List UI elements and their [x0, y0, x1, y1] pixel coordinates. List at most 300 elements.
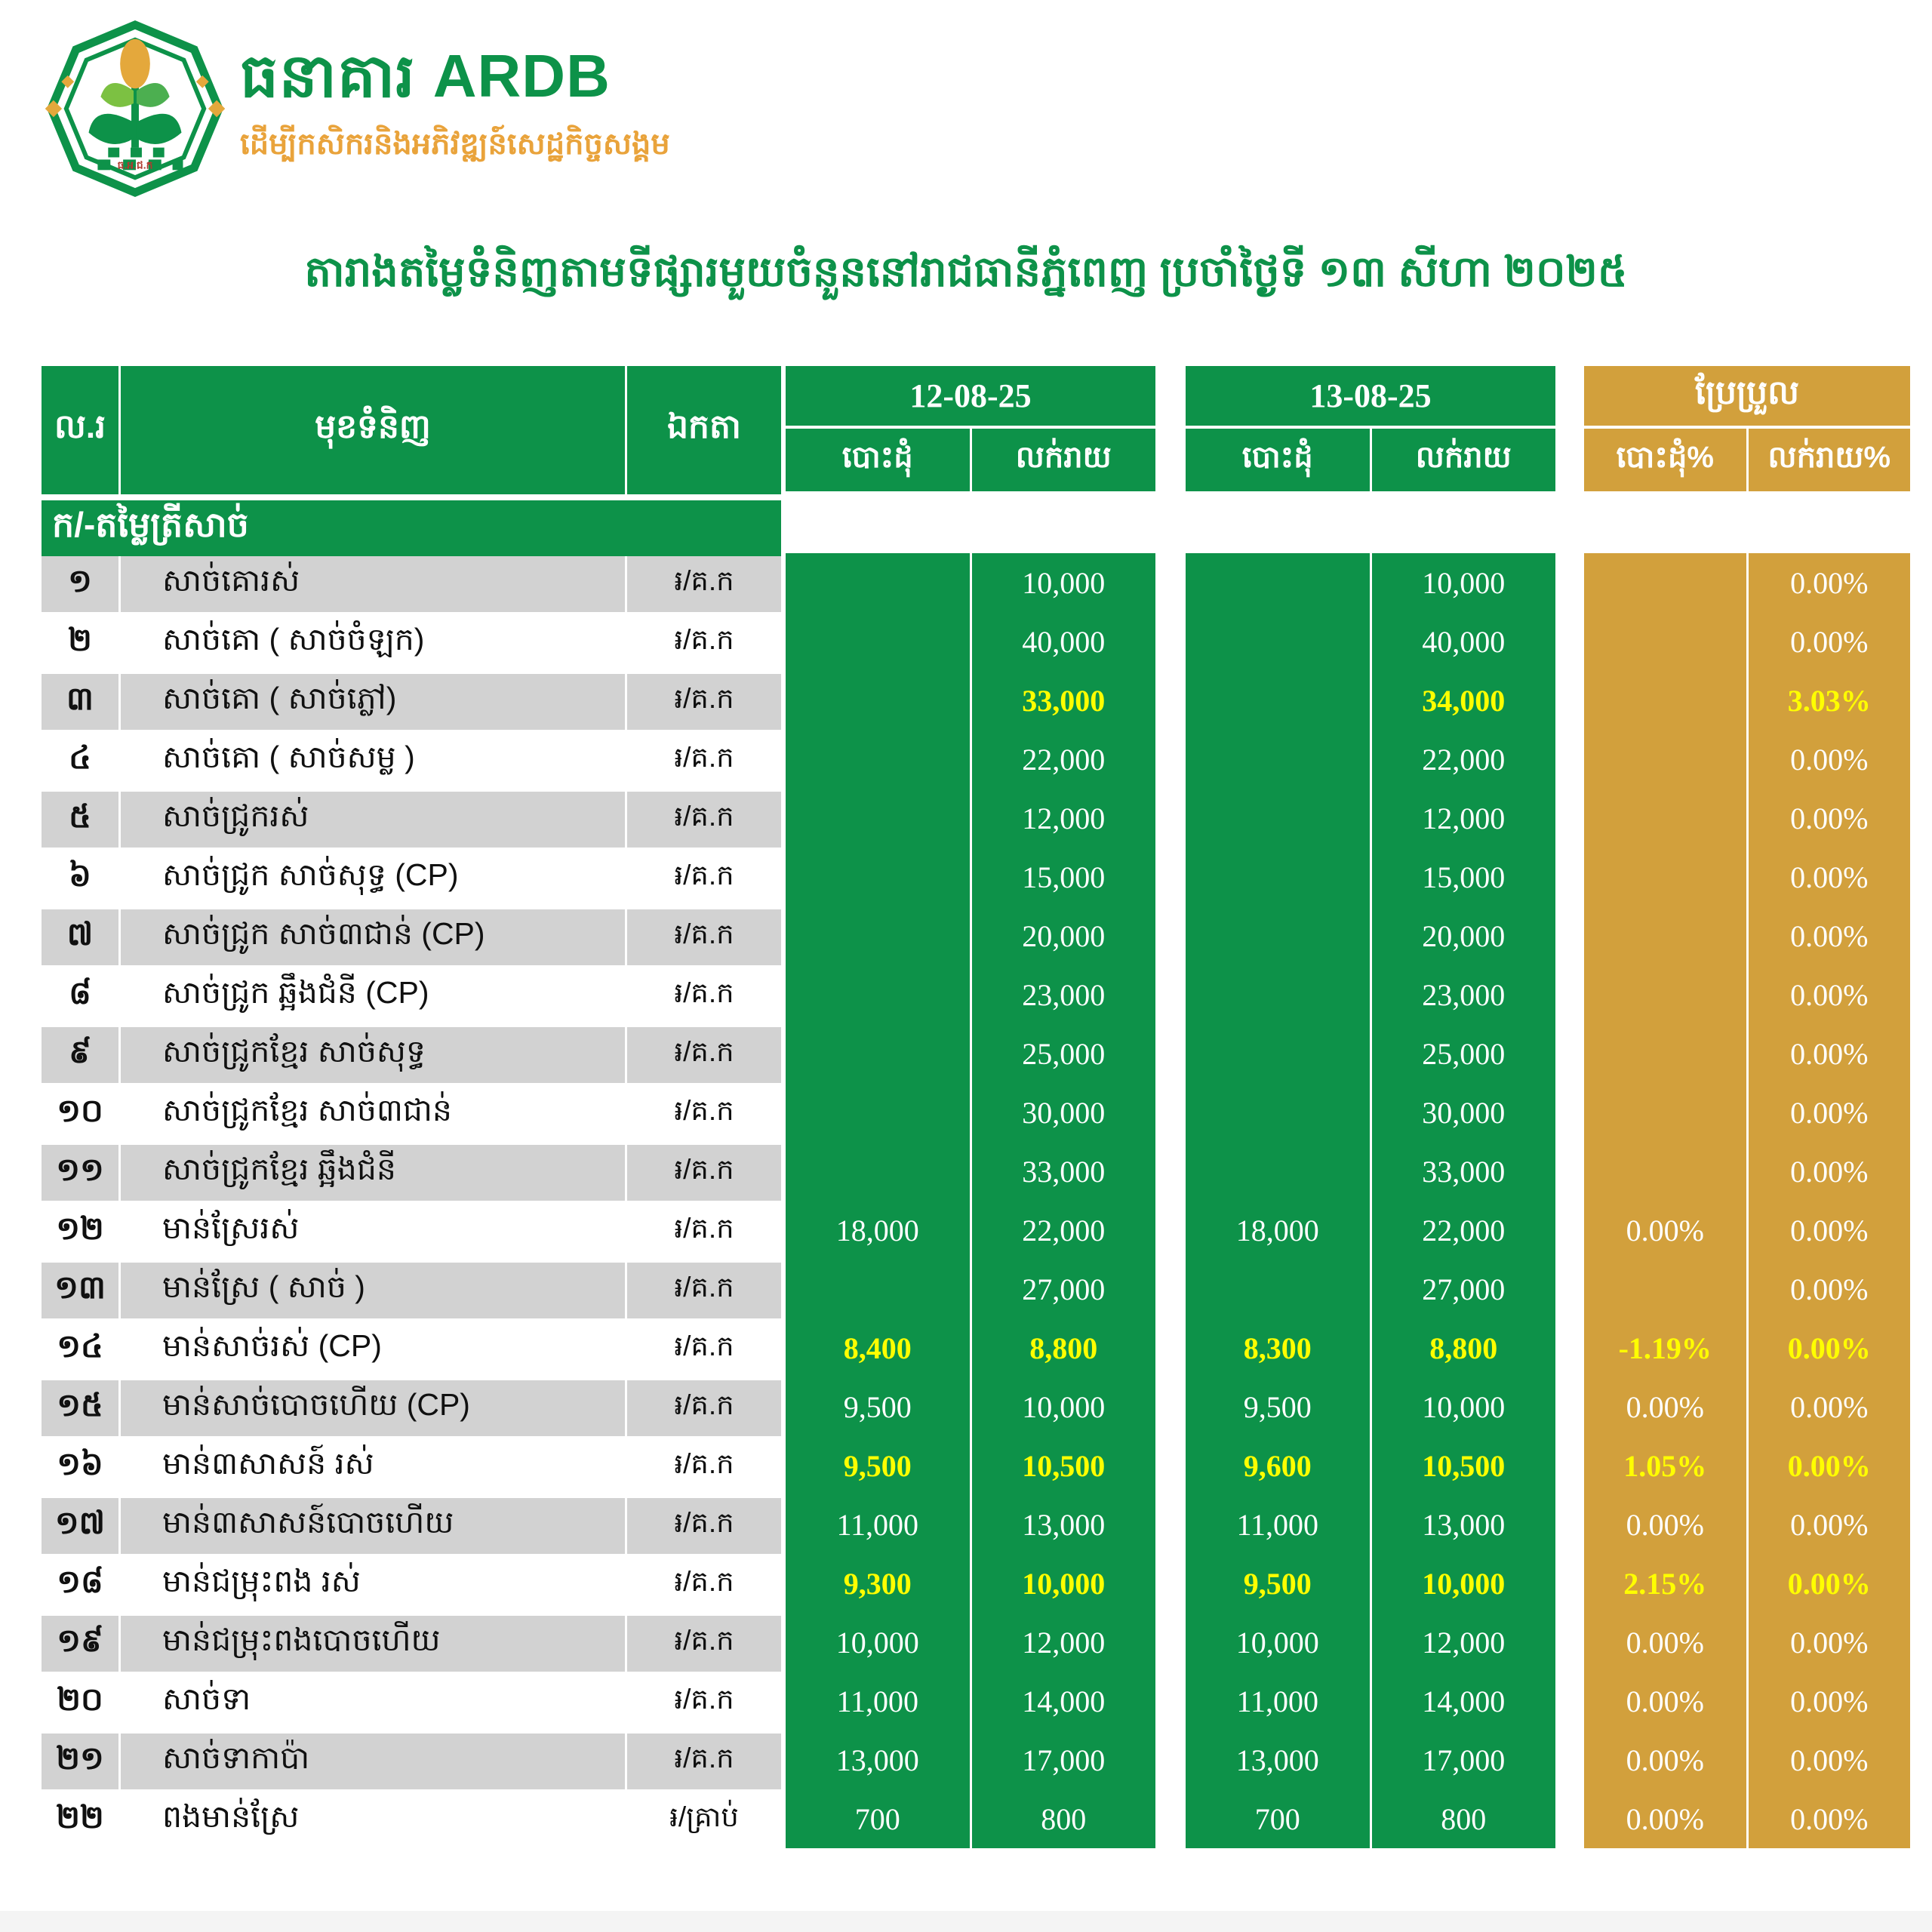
table-row: [42, 1263, 781, 1321]
row-number: ១១: [42, 1145, 121, 1201]
unit-label: ៛/គ.ក: [674, 1743, 734, 1774]
value-row: [1186, 671, 1555, 730]
wholesale-change-pct: [1584, 789, 1749, 848]
value-row: [1186, 965, 1555, 1024]
retail-change-pct: 0.00%: [1790, 1213, 1869, 1247]
wholesale-change-pct: 0.00%: [1584, 1613, 1749, 1672]
value-row: [786, 1730, 1155, 1789]
retail-change-pct: 0.00%: [1790, 742, 1869, 777]
wholesale-value-13: 10,000: [1186, 1613, 1372, 1672]
value-row: [1584, 612, 1910, 671]
unit-label: ៛/គ.ក: [674, 742, 734, 773]
value-row: [1584, 906, 1910, 965]
retail-value-13: 10,000: [1422, 1389, 1506, 1424]
table-row: [42, 1204, 781, 1263]
value-row: [786, 1318, 1155, 1377]
retail-value-13: 40,000: [1422, 624, 1506, 659]
unit-label: ៛/គ.ក: [674, 683, 734, 714]
wholesale-change-pct: [1584, 848, 1749, 906]
wholesale-value-12: 11,000: [786, 1672, 972, 1730]
value-row: [1584, 671, 1910, 730]
value-row: [786, 1789, 1155, 1848]
wholesale-value-13: [1186, 906, 1372, 965]
wholesale-value-13: [1186, 1083, 1372, 1142]
wholesale-change-pct: [1584, 730, 1749, 789]
col-header-no: ល.រ: [42, 366, 121, 494]
wholesale-value-12: 11,000: [786, 1495, 972, 1554]
value-row: [1584, 848, 1910, 906]
table-row: [42, 1675, 781, 1734]
date2-header: 13-08-25: [1186, 366, 1555, 429]
retail-value-12: 25,000: [1022, 1036, 1106, 1071]
wholesale-change-pct: [1584, 553, 1749, 612]
wholesale-change-pct: [1584, 671, 1749, 730]
row-number: ១៦: [42, 1439, 121, 1495]
wholesale-value-12: [786, 671, 972, 730]
change-subheader: [1584, 429, 1910, 491]
retail-change-pct: 0.00%: [1790, 801, 1869, 835]
item-name: សាច់គោ ( សាច់ចំឡក): [121, 615, 627, 671]
item-name: មាន់៣សាសន៍បោចហើយ: [121, 1498, 627, 1554]
retail-value-12: 14,000: [1022, 1684, 1106, 1718]
retail-value-13: 15,000: [1422, 860, 1506, 894]
retail-value-12: 23,000: [1022, 977, 1106, 1012]
item-name: មាន់សាច់រស់ (CP): [121, 1321, 627, 1377]
value-row: [1186, 848, 1555, 906]
wholesale-change-pct: -1.19%: [1584, 1318, 1749, 1377]
col-header-unit: ឯកតា: [667, 408, 741, 445]
table-row: [42, 1792, 781, 1851]
wholesale-value-13: 9,600: [1186, 1436, 1372, 1495]
table-row: [42, 674, 781, 733]
retail-value-13: 23,000: [1422, 977, 1506, 1012]
retail-value-12: 10,500: [1022, 1448, 1106, 1483]
wholesale-value-13: [1186, 671, 1372, 730]
value-row: [786, 906, 1155, 965]
row-number: ១៨: [42, 1557, 121, 1613]
wholesale-change-pct: 0.00%: [1584, 1201, 1749, 1260]
wholesale-value-13: 11,000: [1186, 1672, 1372, 1730]
unit-label: ៛/គ.ក: [674, 1684, 734, 1715]
retail-value-13: 800: [1441, 1801, 1487, 1836]
value-row: [786, 1260, 1155, 1318]
wholesale-value-12: [786, 553, 972, 612]
wholesale-value-13: [1186, 612, 1372, 671]
wholesale-change-pct: 1.05%: [1584, 1436, 1749, 1495]
table-row: [42, 615, 781, 674]
value-row: [1186, 1201, 1555, 1260]
change-header: ប្រែប្រួល: [1584, 366, 1910, 429]
value-row: [1186, 1613, 1555, 1672]
wholesale-value-12: [786, 612, 972, 671]
value-row: [1584, 1613, 1910, 1672]
value-row: [786, 553, 1155, 612]
value-row: [1186, 1436, 1555, 1495]
row-number: ១២: [42, 1204, 121, 1260]
value-row: [1584, 1318, 1910, 1377]
wholesale-value-12: [786, 848, 972, 906]
item-name: សាច់ជ្រូកខ្មែរ សាច់សុទ្ធ: [121, 1027, 627, 1083]
retail-change-pct: 0.00%: [1790, 1389, 1869, 1424]
unit-label: ៛/គ.ក: [674, 1389, 734, 1420]
retail-value-13: 13,000: [1422, 1507, 1506, 1542]
unit-label: ៛/គ.ក: [674, 565, 734, 596]
value-row: [1186, 1495, 1555, 1554]
wholesale-value-12: [786, 1083, 972, 1142]
change-wholesale-header: បោះដុំ%: [1584, 429, 1749, 491]
retail-value-13: 14,000: [1422, 1684, 1506, 1718]
row-number: ៦: [42, 851, 121, 906]
retail-value-12: 40,000: [1022, 624, 1106, 659]
wholesale-value-12: [786, 1142, 972, 1201]
value-row: [1186, 1142, 1555, 1201]
retail-value-12: 20,000: [1022, 918, 1106, 953]
change-panel: [1584, 366, 1910, 1851]
value-row: [786, 1024, 1155, 1083]
wholesale-value-12: 700: [786, 1789, 972, 1848]
change-retail-header: លក់រាយ%: [1767, 441, 1891, 474]
value-row: [1584, 1730, 1910, 1789]
value-row: [1186, 1083, 1555, 1142]
items-panel: [42, 366, 781, 1851]
row-number: ២០: [42, 1675, 121, 1730]
price-table: [42, 366, 1910, 1851]
retail-change-pct: 0.00%: [1790, 1743, 1869, 1777]
table-row: [42, 733, 781, 792]
value-row: [786, 612, 1155, 671]
value-row: [1584, 730, 1910, 789]
col-header-item: មុខទំនិញ: [121, 366, 627, 494]
wholesale-value-12: [786, 1024, 972, 1083]
retail-value-12: 30,000: [1022, 1095, 1106, 1130]
retail-change-pct: 0.00%: [1790, 624, 1869, 659]
wholesale-value-12: [786, 906, 972, 965]
unit-label: ៛/គ្រាប់: [669, 1801, 739, 1832]
retail-value-12: 10,000: [1022, 565, 1106, 600]
retail-value-13: 12,000: [1422, 1625, 1506, 1660]
item-name: សាច់ជ្រូក សាច់៣ជាន់ (CP): [121, 909, 627, 965]
retail-value-13: 30,000: [1422, 1095, 1506, 1130]
retail-change-pct: 0.00%: [1790, 565, 1869, 600]
value-row: [1186, 1260, 1555, 1318]
value-row: [1186, 730, 1555, 789]
wholesale-change-pct: [1584, 965, 1749, 1024]
value-row: [1584, 1142, 1910, 1201]
value-row: [1186, 1789, 1555, 1848]
row-number: ២១: [42, 1734, 121, 1789]
wholesale-value-13: 13,000: [1186, 1730, 1372, 1789]
wholesale-change-pct: [1584, 1083, 1749, 1142]
wholesale-value-13: 11,000: [1186, 1495, 1372, 1554]
retail-value-13: 17,000: [1422, 1743, 1506, 1777]
retail-change-pct: 0.00%: [1787, 1448, 1871, 1483]
value-row: [1186, 789, 1555, 848]
retail-value-13: 25,000: [1422, 1036, 1506, 1071]
wholesale-value-12: 8,400: [786, 1318, 972, 1377]
row-number: ៤: [42, 733, 121, 789]
wholesale-value-13: [1186, 1024, 1372, 1083]
wholesale-change-pct: [1584, 612, 1749, 671]
value-row: [1584, 1789, 1910, 1848]
item-name: មាន់ជម្រុះពង រស់: [121, 1557, 627, 1613]
table-row: [42, 556, 781, 615]
wholesale-value-13: [1186, 1142, 1372, 1201]
table-row: [42, 909, 781, 968]
value-row: [1186, 1730, 1555, 1789]
row-number: ១០: [42, 1086, 121, 1142]
retail-value-12: 8,800: [1029, 1331, 1098, 1365]
wholesale-change-pct: [1584, 906, 1749, 965]
items-rows: [42, 556, 781, 1851]
retail-change-pct: 0.00%: [1787, 1566, 1871, 1601]
value-row: [1584, 553, 1910, 612]
wholesale-change-pct: [1584, 1024, 1749, 1083]
retail-value-13: 12,000: [1422, 801, 1506, 835]
retail-value-12: 15,000: [1022, 860, 1106, 894]
wholesale-value-12: 9,500: [786, 1436, 972, 1495]
retail-value-13: 10,500: [1422, 1448, 1506, 1483]
item-name: មាន់៣សាសន៍ រស់: [121, 1439, 627, 1495]
wholesale-value-13: [1186, 848, 1372, 906]
table-row: [42, 1321, 781, 1380]
table-row: [42, 1734, 781, 1792]
wholesale-value-12: 9,300: [786, 1554, 972, 1613]
change-values: [1584, 553, 1910, 1848]
row-number: ២២: [42, 1792, 121, 1848]
value-row: [786, 848, 1155, 906]
value-row: [1584, 1436, 1910, 1495]
value-row: [1186, 906, 1555, 965]
wholesale-change-pct: 0.00%: [1584, 1377, 1749, 1436]
wholesale-change-pct: 0.00%: [1584, 1730, 1749, 1789]
item-name: សាច់គោ ( សាច់ភ្លៅ): [121, 674, 627, 730]
table-row: [42, 1145, 781, 1204]
table-row: [42, 1439, 781, 1498]
date1-subheader: [786, 429, 1155, 491]
value-row: [1186, 1672, 1555, 1730]
retail-value-13: 8,800: [1429, 1331, 1498, 1365]
table-row: [42, 1027, 781, 1086]
date2-values: [1186, 553, 1555, 1848]
wholesale-value-13: [1186, 789, 1372, 848]
retail-change-pct: 0.00%: [1790, 1801, 1869, 1836]
row-number: ១៩: [42, 1616, 121, 1672]
unit-label: ៛/គ.ក: [674, 1331, 734, 1361]
unit-label: ៛/គ.ក: [674, 1272, 734, 1303]
unit-label: ៛/គ.ក: [674, 977, 734, 1008]
wholesale-value-13: 18,000: [1186, 1201, 1372, 1260]
wholesale-change-pct: [1584, 1142, 1749, 1201]
retail-value-13: 22,000: [1422, 1213, 1506, 1247]
retail-value-13: 22,000: [1422, 742, 1506, 777]
value-row: [786, 1436, 1155, 1495]
date2-wholesale-header: បោះដុំ: [1186, 429, 1372, 491]
item-name: សាច់គោ ( សាច់សម្ល ): [121, 733, 627, 789]
wholesale-value-12: [786, 965, 972, 1024]
value-row: [786, 671, 1155, 730]
unit-label: ៛/គ.ក: [674, 860, 734, 891]
wholesale-change-pct: 0.00%: [1584, 1672, 1749, 1730]
value-row: [786, 1554, 1155, 1613]
retail-change-pct: 0.00%: [1790, 1154, 1869, 1189]
retail-value-13: 10,000: [1422, 565, 1506, 600]
unit-label: ៛/គ.ក: [674, 1507, 734, 1538]
retail-value-12: 33,000: [1022, 683, 1106, 718]
wholesale-value-13: 700: [1186, 1789, 1372, 1848]
unit-label: ៛/គ.ក: [674, 1036, 734, 1067]
wholesale-value-13: 8,300: [1186, 1318, 1372, 1377]
table-row: [42, 1616, 781, 1675]
retail-value-13: 27,000: [1422, 1272, 1506, 1306]
item-name: មាន់ស្រែរស់: [121, 1204, 627, 1260]
retail-value-12: 22,000: [1022, 1213, 1106, 1247]
value-row: [1186, 553, 1555, 612]
value-row: [1584, 1377, 1910, 1436]
value-row: [786, 1142, 1155, 1201]
retail-value-13: 34,000: [1422, 683, 1506, 718]
date1-panel: [786, 366, 1155, 1851]
value-row: [1584, 965, 1910, 1024]
bottom-band: [0, 1911, 1932, 1932]
row-number: ១៧: [42, 1498, 121, 1554]
date1-retail-header: លក់រាយ: [1015, 441, 1112, 474]
item-name: មាន់ស្រែ ( សាច់ ): [121, 1263, 627, 1318]
row-number: ៨: [42, 968, 121, 1024]
table-row: [42, 1557, 781, 1616]
table-row: [42, 1086, 781, 1145]
wholesale-value-12: 9,500: [786, 1377, 972, 1436]
item-name: សាច់ជ្រូក ឆ្អឹងជំនី (CP): [121, 968, 627, 1024]
page-title: តារាងតម្លៃទំនិញតាមទីផ្សារមួយចំនួននៅរាជធានីភ្នំពេញ ប្រចាំថ្ងៃទី ១៣ សីហា ២០២៥: [304, 248, 1628, 295]
row-number: ៣: [42, 674, 121, 730]
wholesale-value-13: 9,500: [1186, 1377, 1372, 1436]
item-name: សាច់ជ្រូករស់: [121, 792, 627, 848]
retail-change-pct: 0.00%: [1790, 1095, 1869, 1130]
row-number: ១៤: [42, 1321, 121, 1377]
brand-tagline: ដើម្បីកសិករនិងអភិវឌ្ឍន៍សេដ្ឋកិច្ចសង្គម: [240, 128, 670, 161]
value-row: [786, 730, 1155, 789]
retail-value-12: 12,000: [1022, 1625, 1106, 1660]
value-row: [1584, 1554, 1910, 1613]
date2-subheader: [1186, 429, 1555, 491]
value-row: [1584, 1260, 1910, 1318]
retail-value-13: 10,000: [1422, 1566, 1506, 1601]
retail-change-pct: 0.00%: [1790, 860, 1869, 894]
row-number: ៥: [42, 792, 121, 848]
row-number: ១៣: [42, 1263, 121, 1318]
retail-value-12: 33,000: [1022, 1154, 1106, 1189]
retail-value-12: 12,000: [1022, 801, 1106, 835]
ardb-logo-icon: [45, 19, 225, 198]
table-row: [42, 792, 781, 851]
date1-wholesale-header: បោះដុំ: [786, 429, 972, 491]
retail-value-12: 17,000: [1022, 1743, 1106, 1777]
value-row: [786, 1201, 1155, 1260]
row-number: ៧: [42, 909, 121, 965]
unit-label: ៛/គ.ក: [674, 1213, 734, 1244]
value-row: [786, 789, 1155, 848]
item-name: សាច់ជ្រូកខ្មែរ ឆ្អឹងជំនី: [121, 1145, 627, 1201]
date1-header: 12-08-25: [786, 366, 1155, 429]
value-row: [1186, 612, 1555, 671]
value-row: [1584, 789, 1910, 848]
wholesale-value-13: [1186, 1260, 1372, 1318]
items-panel-header: [42, 366, 781, 494]
row-number: ៩: [42, 1027, 121, 1083]
value-row: [786, 1613, 1155, 1672]
retail-change-pct: 0.00%: [1790, 1684, 1869, 1718]
row-number: ២: [42, 615, 121, 671]
item-name: ពងមាន់ស្រែ: [121, 1792, 627, 1848]
emblem-abbr-text: ធ.អ.ជ.ក: [117, 158, 153, 171]
unit-label: ៛/គ.ក: [674, 801, 734, 832]
unit-label: ៛/គ.ក: [674, 624, 734, 655]
wholesale-change-pct: 0.00%: [1584, 1495, 1749, 1554]
value-row: [786, 1083, 1155, 1142]
wholesale-change-pct: [1584, 1260, 1749, 1318]
item-name: មាន់សាច់បោចហើយ (CP): [121, 1380, 627, 1436]
unit-label: ៛/គ.ក: [674, 1154, 734, 1185]
value-row: [1186, 1024, 1555, 1083]
retail-change-pct: 3.03%: [1787, 683, 1871, 718]
value-row: [786, 1672, 1155, 1730]
wholesale-value-12: 18,000: [786, 1201, 972, 1260]
unit-label: ៛/គ.ក: [674, 1448, 734, 1479]
value-row: [1584, 1083, 1910, 1142]
date2-retail-header: លក់រាយ: [1415, 441, 1512, 474]
retail-change-pct: 0.00%: [1790, 977, 1869, 1012]
retail-value-12: 13,000: [1022, 1507, 1106, 1542]
wholesale-change-pct: 2.15%: [1584, 1554, 1749, 1613]
wholesale-value-13: 9,500: [1186, 1554, 1372, 1613]
brand-name: ធនាគារ ARDB: [240, 42, 611, 109]
row-number: ១៥: [42, 1380, 121, 1436]
wholesale-value-12: [786, 730, 972, 789]
value-row: [786, 1495, 1155, 1554]
unit-label: ៛/គ.ក: [674, 918, 734, 949]
wholesale-value-12: [786, 789, 972, 848]
value-row: [786, 1377, 1155, 1436]
wholesale-value-12: 10,000: [786, 1613, 972, 1672]
wholesale-change-pct: 0.00%: [1584, 1789, 1749, 1848]
row-number: ១: [42, 556, 121, 612]
item-name: សាច់ទា: [121, 1675, 627, 1730]
value-row: [1186, 1377, 1555, 1436]
retail-value-13: 33,000: [1422, 1154, 1506, 1189]
item-name: សាច់ជ្រូក សាច់សុទ្ធ (CP): [121, 851, 627, 906]
item-name: សាច់ជ្រូកខ្មែរ សាច់៣ជាន់: [121, 1086, 627, 1142]
retail-change-pct: 0.00%: [1787, 1331, 1871, 1365]
unit-label: ៛/គ.ក: [674, 1566, 734, 1597]
retail-value-12: 22,000: [1022, 742, 1106, 777]
wholesale-value-13: [1186, 965, 1372, 1024]
table-row: [42, 1498, 781, 1557]
item-name: សាច់ទាកាប៉ា: [121, 1734, 627, 1789]
retail-value-12: 10,000: [1022, 1389, 1106, 1424]
item-name: សាច់គោរស់: [121, 556, 627, 612]
retail-value-12: 10,000: [1022, 1566, 1106, 1601]
retail-change-pct: 0.00%: [1790, 1507, 1869, 1542]
unit-label: ៛/គ.ក: [674, 1625, 734, 1656]
value-row: [1186, 1318, 1555, 1377]
retail-change-pct: 0.00%: [1790, 1272, 1869, 1306]
retail-change-pct: 0.00%: [1790, 918, 1869, 953]
value-row: [1584, 1672, 1910, 1730]
table-row: [42, 968, 781, 1027]
retail-value-12: 27,000: [1022, 1272, 1106, 1306]
section-header: ក/-តម្លៃត្រីសាច់: [42, 500, 781, 556]
value-row: [786, 965, 1155, 1024]
